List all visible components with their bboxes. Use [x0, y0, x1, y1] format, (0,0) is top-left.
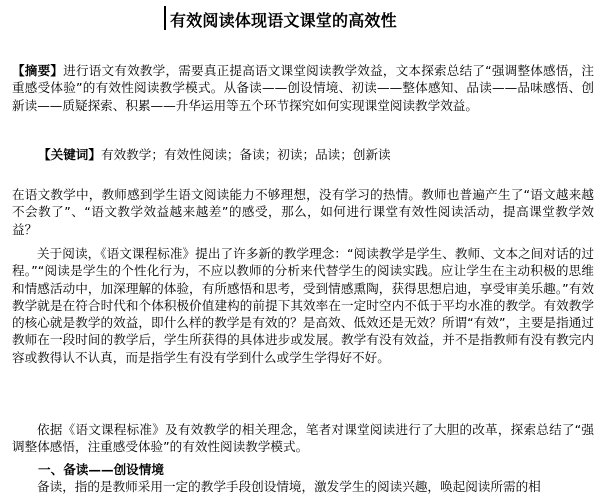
- text-cursor: [164, 6, 166, 30]
- page-title: 有效阅读体现语文课堂的高效性: [170, 11, 397, 30]
- paragraph-preparation: 备读，指的是教师采用一定的教学手段创设情境，激发学生的阅读兴趣，唤起阅读所需的相: [37, 479, 541, 494]
- paragraph-intro: 在语文教学中，教师感到学生语文阅读能力不够理想，没有学习的热情。教师也普遍产生了“语文越来越不会教了”、“语文教学效益越来越差”的感受，那么，如何进行课堂有效性阅读活动，提高课堂教学效益？: [12, 187, 594, 237]
- section-heading: 一、备读——创设情境: [38, 462, 164, 477]
- paragraph-standards: 关于阅读，《语文课程标准》提出了许多新的教学理念：“阅读教学是学生、教师、文本之间对话的过程。”“阅读是学生的个性化行为，不应以教师的分析来代替学生的阅读实践。应让学生在主动积极的思维和情感活动中，加深理解的体验，有所感悟和思考，受到情感熏陶，获得思想启迪，享受审美乐趣。”有效教学就是在符合时代和个体积极价值建构的前提下其效率在一定时空内不低于平均水准的教学。有效教学的核心就是教学的效益，即什么样的教学是有效的？是高效、低效还是无效？所谓“有效”，主要是指通过教师在一段时间的教学后，学生所获得的具体进步或发展。教学有没有效益，并不是指教师有没有教完内容或教得认不认真，而是指学生有没有学到什么或学生学得好不好。: [12, 246, 594, 365]
- abstract-block: [12, 62, 594, 114]
- paragraph-reform: 依据《语文课程标准》及有效教学的相关理念，笔者对课堂阅读进行了大胆的改革，探索总结了“强调整体感悟，注重感受体验”的有效性阅读教学模式。: [12, 422, 594, 455]
- keywords-line: [38, 146, 391, 163]
- keywords-text: 有效教学；有效性阅读；备读；初读；品读；创新读: [100, 147, 391, 162]
- keywords-label: 【关键词】: [38, 147, 101, 162]
- abstract-text: 进行语文有效教学，需要真正提高语文课堂阅读教学效益，文本探索总结了“强调整体感悟，注重感受体验”的有效性阅读教学模式。从备读——创设情境、初读——整体感知、品读——品味感悟、创新读——质疑探索、积累——升华运用等五个环节探究如何实现课堂阅读教学效益。: [12, 63, 594, 113]
- abstract-label: 【摘要】: [12, 63, 64, 78]
